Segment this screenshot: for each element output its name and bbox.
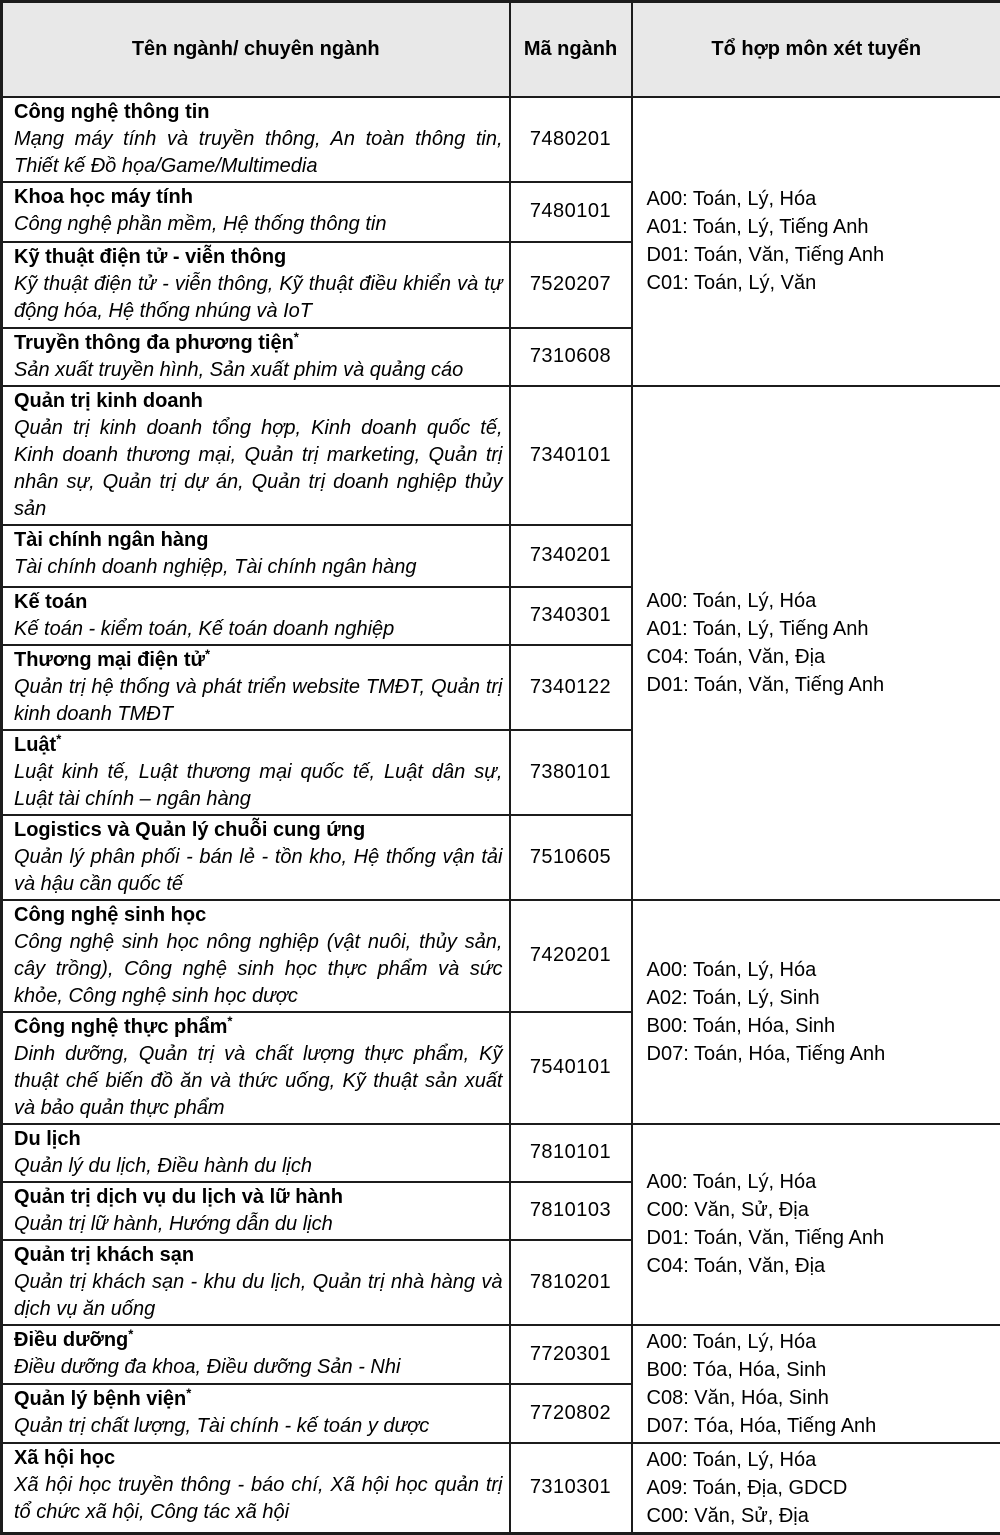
major-subtitle: Công nghệ phần mềm, Hệ thống thông tin — [14, 211, 503, 238]
combo-line: D07: Toán, Hóa, Tiếng Anh — [647, 1040, 997, 1068]
major-name-cell — [2, 1325, 510, 1384]
major-name-cell — [2, 182, 510, 242]
combo-line: A00: Toán, Lý, Hóa — [647, 1446, 997, 1474]
combo-group — [632, 1443, 1000, 1534]
header-major-name: Tên ngành/ chuyên ngành — [2, 2, 510, 97]
major-code: 7810201 — [510, 1240, 632, 1325]
major-title: Quản trị khách sạn — [14, 1242, 503, 1269]
major-subtitle: Quản trị kinh doanh tổng hợp, Kinh doanh quốc tế, Kinh doanh thương mại, Quản trị marketing, Quản trị nhân sự, Quản trị dự án, Quản trị doanh nghiệp thủy sản — [14, 415, 503, 523]
major-name-cell — [2, 730, 510, 815]
major-subtitle: Công nghệ sinh học nông nghiệp (vật nuôi, thủy sản, cây trồng), Công nghệ sinh học thực phẩm và sức khỏe, Công nghệ sinh học dược — [14, 929, 503, 1010]
major-name-cell — [2, 645, 510, 730]
major-code: 7480101 — [510, 182, 632, 242]
table-row — [2, 1443, 1000, 1534]
major-name-cell — [2, 242, 510, 328]
major-name-cell — [2, 386, 510, 525]
combo-line: C04: Toán, Văn, Địa — [647, 643, 997, 671]
major-subtitle: Xã hội học truyền thông - báo chí, Xã hội học quản trị tổ chức xã hội, Công tác xã hội — [14, 1472, 503, 1526]
major-title: Công nghệ thông tin — [14, 99, 503, 126]
major-subtitle: Quản trị hệ thống và phát triển website TMĐT, Quản trị kinh doanh TMĐT — [14, 674, 503, 728]
major-code: 7420201 — [510, 900, 632, 1012]
combo-line: A09: Toán, Địa, GDCD — [647, 1474, 997, 1502]
major-code: 7520207 — [510, 242, 632, 328]
major-subtitle: Mạng máy tính và truyền thông, An toàn thông tin, Thiết kế Đồ họa/Game/Multimedia — [14, 126, 503, 180]
combo-group — [632, 1325, 1000, 1443]
major-name-cell — [2, 328, 510, 386]
footnote-asterisk: * — [205, 646, 210, 661]
combo-line: C01: Toán, Lý, Văn — [647, 269, 997, 297]
combo-line: A02: Toán, Lý, Sinh — [647, 984, 997, 1012]
major-name-cell — [2, 900, 510, 1012]
combo-line: B00: Tóa, Hóa, Sinh — [647, 1356, 997, 1384]
major-subtitle: Quản trị chất lượng, Tài chính - kế toán y dược — [14, 1413, 503, 1440]
major-code: 7810101 — [510, 1124, 632, 1182]
combo-line: A00: Toán, Lý, Hóa — [647, 1168, 997, 1196]
combo-line: D01: Toán, Văn, Tiếng Anh — [647, 1224, 997, 1252]
combo-line: D01: Toán, Văn, Tiếng Anh — [647, 671, 997, 699]
combo-line: A01: Toán, Lý, Tiếng Anh — [647, 213, 997, 241]
major-code: 7340122 — [510, 645, 632, 730]
header-major-code: Mã ngành — [510, 2, 632, 97]
major-title: Kỹ thuật điện tử - viễn thông — [14, 244, 503, 271]
header-row — [2, 2, 1000, 97]
major-subtitle: Kế toán - kiểm toán, Kế toán doanh nghiệp — [14, 616, 503, 643]
table-row — [2, 1325, 1000, 1384]
major-subtitle: Quản lý du lịch, Điều hành du lịch — [14, 1153, 503, 1180]
major-name-cell — [2, 525, 510, 587]
major-subtitle: Sản xuất truyền hình, Sản xuất phim và quảng cáo — [14, 357, 503, 384]
combo-line: A00: Toán, Lý, Hóa — [647, 587, 997, 615]
major-title: Quản trị dịch vụ du lịch và lữ hành — [14, 1184, 503, 1211]
header-subject-combos: Tổ hợp môn xét tuyển — [632, 2, 1000, 97]
combo-line: C00: Văn, Sử, Địa — [647, 1196, 997, 1224]
major-name-cell — [2, 815, 510, 900]
major-name-cell — [2, 1012, 510, 1124]
combo-line: A01: Toán, Lý, Tiếng Anh — [647, 615, 997, 643]
footnote-asterisk: * — [227, 1013, 232, 1028]
major-code: 7810103 — [510, 1182, 632, 1240]
major-code: 7340201 — [510, 525, 632, 587]
combo-line: D07: Tóa, Hóa, Tiếng Anh — [647, 1412, 997, 1440]
major-subtitle: Quản trị khách sạn - khu du lịch, Quản trị nhà hàng và dịch vụ ăn uống — [14, 1269, 503, 1323]
major-subtitle: Kỹ thuật điện tử - viễn thông, Kỹ thuật điều khiển và tự động hóa, Hệ thống nhúng và IoT — [14, 271, 503, 325]
major-title: Tài chính ngân hàng — [14, 527, 503, 554]
combo-group — [632, 386, 1000, 900]
major-title: Khoa học máy tính — [14, 184, 503, 211]
table-row — [2, 1124, 1000, 1182]
major-title: Công nghệ thực phẩm* — [14, 1014, 503, 1041]
major-code: 7340301 — [510, 587, 632, 645]
footnote-asterisk: * — [294, 329, 299, 344]
combo-group — [632, 97, 1000, 386]
major-code: 7340101 — [510, 386, 632, 525]
footnote-asterisk: * — [128, 1326, 133, 1341]
major-title: Thương mại điện tử* — [14, 647, 503, 674]
major-code: 7310608 — [510, 328, 632, 386]
major-subtitle: Điều dưỡng đa khoa, Điều dưỡng Sản - Nhi — [14, 1354, 503, 1381]
major-name-cell — [2, 1443, 510, 1534]
table-row — [2, 900, 1000, 1012]
combo-group — [632, 900, 1000, 1124]
major-title: Luật* — [14, 732, 503, 759]
combo-line: A00: Toán, Lý, Hóa — [647, 956, 997, 984]
major-name-cell — [2, 1124, 510, 1182]
combo-line: B00: Toán, Hóa, Sinh — [647, 1012, 997, 1040]
major-title: Logistics và Quản lý chuỗi cung ứng — [14, 817, 503, 844]
major-title: Điều dưỡng* — [14, 1327, 503, 1354]
major-title: Truyền thông đa phương tiện* — [14, 330, 503, 357]
major-name-cell — [2, 1384, 510, 1443]
major-code: 7310301 — [510, 1443, 632, 1534]
footnote-asterisk: * — [186, 1385, 191, 1400]
major-code: 7510605 — [510, 815, 632, 900]
combo-line: C04: Toán, Văn, Địa — [647, 1252, 997, 1280]
major-name-cell — [2, 97, 510, 182]
major-title: Quản trị kinh doanh — [14, 388, 503, 415]
major-subtitle: Quản lý phân phối - bán lẻ - tồn kho, Hệ thống vận tải và hậu cần quốc tế — [14, 844, 503, 898]
major-title: Kế toán — [14, 589, 503, 616]
major-code: 7720802 — [510, 1384, 632, 1443]
major-subtitle: Tài chính doanh nghiệp, Tài chính ngân hàng — [14, 554, 503, 581]
major-code: 7540101 — [510, 1012, 632, 1124]
major-subtitle: Luật kinh tế, Luật thương mại quốc tế, Luật dân sự, Luật tài chính – ngân hàng — [14, 759, 503, 813]
combo-line: A00: Toán, Lý, Hóa — [647, 185, 997, 213]
combo-line: C00: Văn, Sử, Địa — [647, 1502, 997, 1530]
major-title: Du lịch — [14, 1126, 503, 1153]
table-row — [2, 97, 1000, 182]
major-subtitle: Dinh dưỡng, Quản trị và chất lượng thực phẩm, Kỹ thuật chế biến đồ ăn và thức uống, Kỹ thuật sản xuất và bảo quản thực phẩm — [14, 1041, 503, 1122]
major-subtitle: Quản trị lữ hành, Hướng dẫn du lịch — [14, 1211, 503, 1238]
major-code: 7480201 — [510, 97, 632, 182]
major-code: 7380101 — [510, 730, 632, 815]
combo-line: D01: Toán, Văn, Tiếng Anh — [647, 241, 997, 269]
table-row — [2, 386, 1000, 525]
major-title: Công nghệ sinh học — [14, 902, 503, 929]
major-name-cell — [2, 1182, 510, 1240]
major-name-cell — [2, 1240, 510, 1325]
major-name-cell — [2, 587, 510, 645]
combo-group — [632, 1124, 1000, 1325]
footnote-asterisk: * — [56, 731, 61, 746]
major-title: Xã hội học — [14, 1445, 503, 1472]
major-title: Quản lý bệnh viện* — [14, 1386, 503, 1413]
combo-line: C08: Văn, Hóa, Sinh — [647, 1384, 997, 1412]
combo-line: A00: Toán, Lý, Hóa — [647, 1328, 997, 1356]
major-code: 7720301 — [510, 1325, 632, 1384]
